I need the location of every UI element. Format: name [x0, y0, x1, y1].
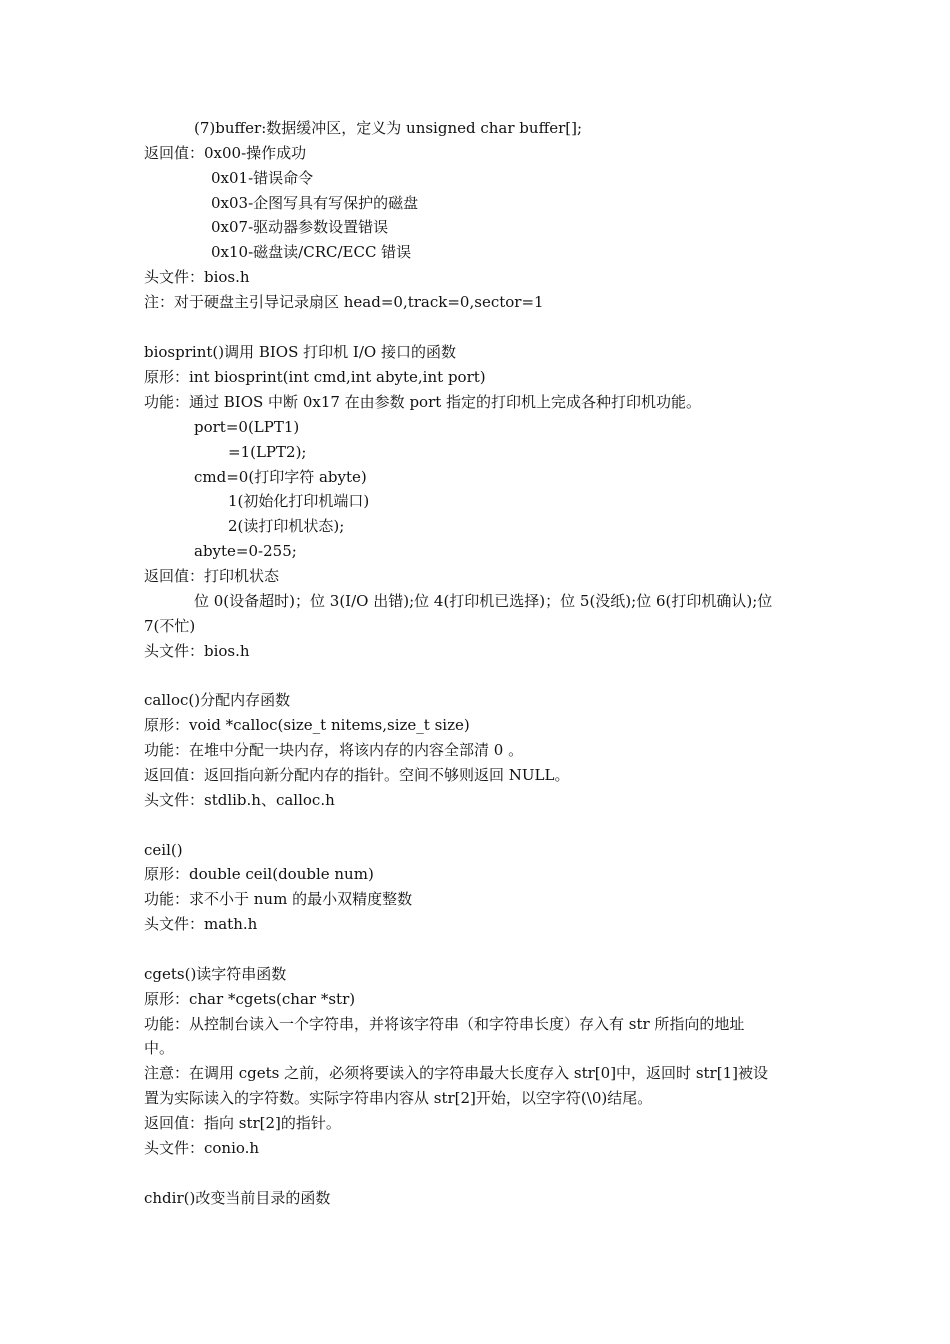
text-line: 置为实际读入的字符数。实际字符串内容从 str[2]开始，以空字符(\0)结尾。	[144, 1089, 653, 1107]
text-line: 功能：在堆中分配一块内存，将该内存的内容全部清 0 。	[144, 741, 524, 759]
text-line: 返回值：0x00-操作成功	[144, 144, 307, 162]
text-line: 原形：double ceil(double num)	[144, 865, 374, 883]
text-line: 头文件：math.h	[144, 915, 258, 933]
text-line: (7)buffer:数据缓冲区，定义为 unsigned char buffer[];	[194, 119, 583, 137]
text-line: 头文件：stdlib.h、calloc.h	[144, 791, 335, 809]
text-line: 中。	[144, 1039, 175, 1057]
text-line: 0x01-错误命令	[211, 169, 314, 187]
text-line: 0x03-企图写具有写保护的磁盘	[211, 194, 419, 212]
text-line: abyte=0-255;	[194, 542, 297, 560]
section-heading: biosprint()调用 BIOS 打印机 I/O 接口的函数	[144, 343, 456, 361]
text-line: 返回值：返回指向新分配内存的指针。空间不够则返回 NULL。	[144, 766, 570, 784]
section-heading: ceil()	[144, 841, 183, 859]
section-heading: chdir()改变当前目录的函数	[144, 1189, 331, 1207]
section-heading: calloc()分配内存函数	[144, 691, 291, 709]
section-heading: cgets()读字符串函数	[144, 965, 287, 983]
text-line: 原形：int biosprint(int cmd,int abyte,int port)	[144, 368, 486, 386]
text-line: 0x10-磁盘读/CRC/ECC 错误	[211, 243, 412, 261]
text-line: 1(初始化打印机端口)	[228, 492, 370, 510]
text-line: 功能：从控制台读入一个字符串，并将该字符串（和字符串长度）存入有 str 所指向的地址	[144, 1015, 745, 1033]
text-line: cmd=0(打印字符 abyte)	[194, 468, 367, 486]
text-line: 注：对于硬盘主引导记录扇区 head=0,track=0,sector=1	[144, 293, 544, 311]
text-line: 2(读打印机状态);	[228, 517, 345, 535]
text-line: 0x07-驱动器参数设置错误	[211, 218, 389, 236]
text-line: 注意：在调用 cgets 之前，必须将要读入的字符串最大长度存入 str[0]中，返回时 str[1]被设	[144, 1064, 768, 1082]
text-line: 位 0(设备超时)；位 3(I/O 出错);位 4(打印机已选择)；位 5(没纸);位 6(打印机确认);位	[194, 592, 773, 610]
text-line: 头文件：bios.h	[144, 268, 250, 286]
text-line: 功能：通过 BIOS 中断 0x17 在由参数 port 指定的打印机上完成各种打印机功能。	[144, 393, 702, 411]
text-line: 头文件：bios.h	[144, 642, 250, 660]
text-line: 返回值：指向 str[2]的指针。	[144, 1114, 341, 1132]
text-line: 原形：void *calloc(size_t nitems,size_t size)	[144, 716, 470, 734]
text-line: 返回值：打印机状态	[144, 567, 280, 585]
text-line: 功能：求不小于 num 的最小双精度整数	[144, 890, 413, 908]
text-line: =1(LPT2);	[228, 443, 307, 461]
text-line: 7(不忙)	[144, 617, 196, 635]
text-line: 头文件：conio.h	[144, 1139, 260, 1157]
text-line: port=0(LPT1)	[194, 418, 300, 436]
text-line: 原形：char *cgets(char *str)	[144, 990, 356, 1008]
